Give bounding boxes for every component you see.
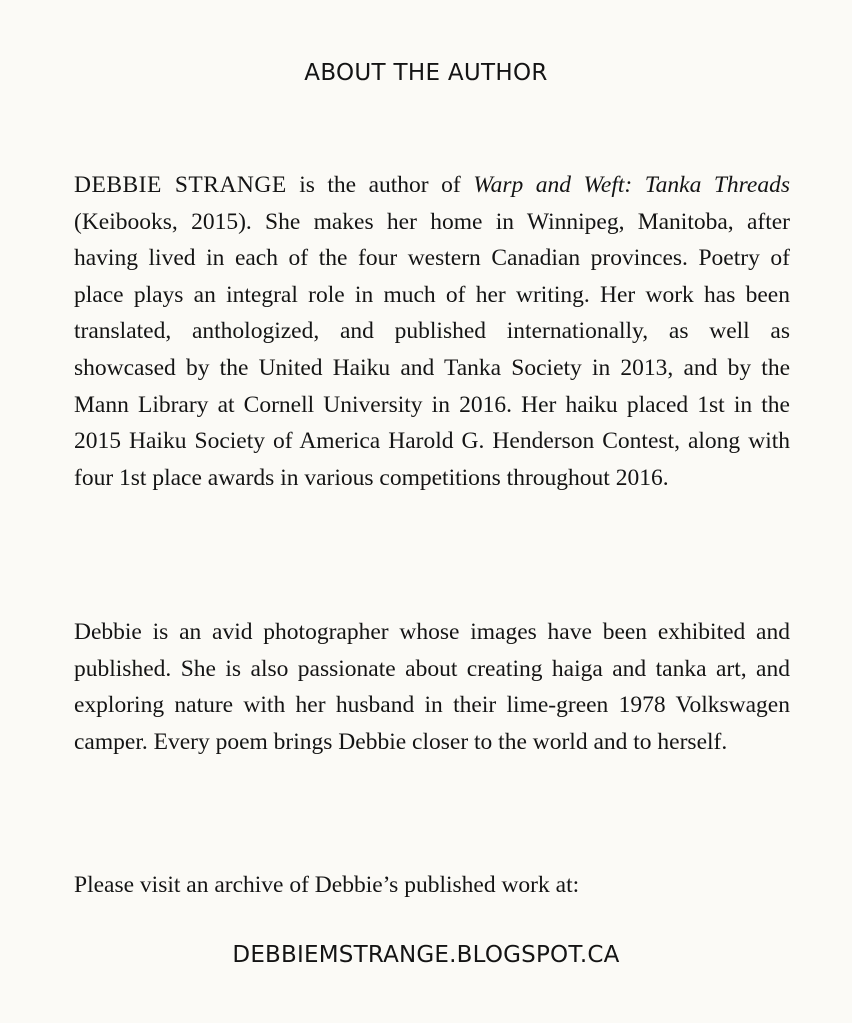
bio-paragraph-1 [74,167,790,496]
page-title: ABOUT THE AUTHOR [304,60,548,86]
book-title: Warp and Weft: Tanka Threads [473,172,790,198]
intro-text: is the author of [286,172,474,198]
bio-paragraph-2: Debbie is an avid photographer whose images have been exhibited and published. She is also passionate about creating haiga and tanka art, and exploring nature with her husband in their lime-green 1978 Volkswagen camper. Every poem brings Debbie closer to the world and to herself. [74,619,790,755]
bio-paragraph-1-rest: (Keibooks, 2015). She makes her home in Winnipeg, Manitoba, after having lived in each of the four western Canadian provinces. Poetry of place plays an integral role in much of her writing. Her work has been translated, anthologized, and published internationally, as well as showcased by the United Haiku and Tanka Society in 2013, and by the Mann Library at Cornell University in 2016. Her haiku placed 1st in the 2015 Haiku Society of America Harold G. Henderson Contest, along with four 1st place awards in various competitions throughout 2016. [74,208,790,491]
author-name: DEBBIE STRANGE [74,172,287,198]
website-url: DEBBIEMSTRANGE.BLOGSPOT.CA [232,942,620,968]
archive-note: Please visit an archive of Debbie’s published work at: [74,872,580,898]
